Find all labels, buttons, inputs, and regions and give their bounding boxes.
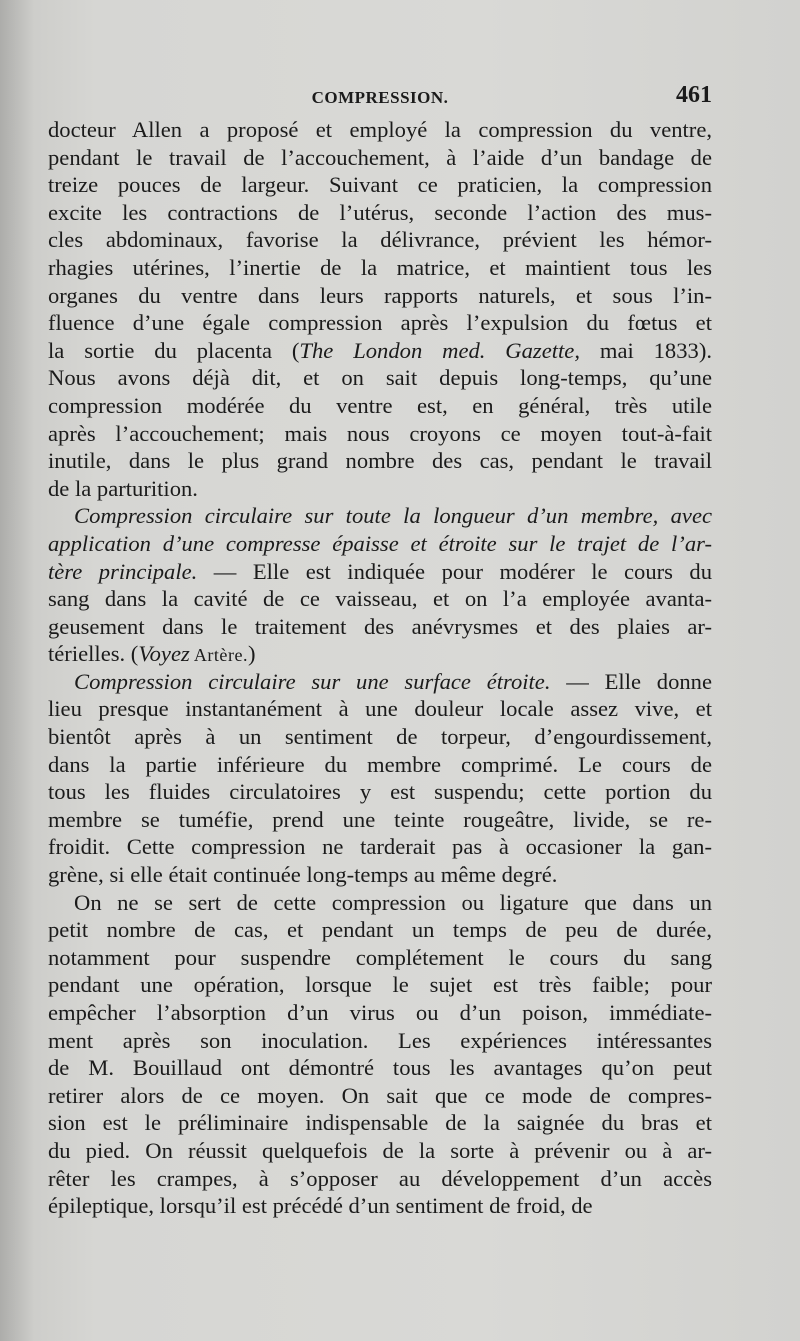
text-line: de la parturition. [48,475,198,501]
text-line: tous les fluides circulatoires y est suspendu; cette portion du [48,779,712,805]
text-line [48,558,712,586]
text-line: cles abdominaux, favorise la délivrance, prévient les hémor- [48,227,712,253]
text-fragment-italic: The London med. Gazette, [299,337,580,363]
binding-shadow [0,0,34,1341]
text-line: grène, si elle était continuée long-temps au même degré. [48,862,558,888]
text-fragment-italic: tère principale. [48,558,198,584]
text-line: du pied. On réussit quelquefois de la sorte à prévenir ou à ar- [48,1137,712,1163]
text-fragment-italic: application d’une compresse épaisse et étroite sur le trajet de l’ar- [48,530,712,556]
text-line [48,502,712,530]
page-number: 461 [676,82,712,108]
text-line: lieu presque instantanément à une douleur locale assez vive, et [48,696,712,722]
text-line: Nous avons déjà dit, et on sait depuis long-temps, qu’une [48,365,712,391]
text-line: épileptique, lorsqu’il est précédé d’un sentiment de froid, de [48,1193,593,1219]
text-line [48,640,712,668]
text-line: froidit. Cette compression ne tarderait pas à occasioner la gan- [48,834,712,860]
text-line: pendant une opération, lorsque le sujet est très faible; pour [48,972,712,998]
text-line: membre se tuméfie, prend une teinte rougeâtre, livide, se re- [48,806,712,832]
text-line: petit nombre de cas, et pendant un temps de peu de durée, [48,917,712,943]
text-line: empêcher l’absorption d’un virus ou d’un poison, immédiate- [48,1000,712,1025]
text-fragment-after: — Elle est indiquée pour modérer le cours du [197,558,713,584]
text-line: fluence d’une égale compression après l’expulsion du fœtus et [48,310,712,336]
text-fragment-after: ) [248,641,256,667]
text-line: organes du ventre dans leurs rapports naturels, et sous l’in- [48,282,712,308]
text-line: dans la partie inférieure du membre comprimé. Le cours de [48,751,712,777]
text-fragment-italic: Compression circulaire sur une surface étroite. [74,668,551,694]
text-fragment-after: mai 1833). [579,337,712,363]
text-line: compression modérée du ventre est, en général, très utile [48,392,712,418]
text-line: bientôt après à un sentiment de torpeur, d’engourdissement, [48,724,712,750]
text-fragment-before: térielles. ( [48,641,139,667]
text-line: de M. Bouillaud ont démontré tous les avantages qu’on peut [48,1055,712,1081]
text-line: ment après son inoculation. Les expériences intéressantes [48,1027,712,1053]
text-line: pendant le travail de l’accouchement, à l’aide d’un bandage de [48,144,712,170]
text-line: On ne se sert de cette compression ou ligature que dans un [74,889,712,915]
text-fragment-smallcaps: Artère. [189,645,249,666]
text-line: docteur Allen a proposé et employé la compression du ventre, [48,117,712,142]
text-line: rhagies utérines, l’inertie de la matrice, et maintient tous les [48,254,712,280]
text-fragment-italic: Compression circulaire sur toute la longueur d’un membre, avec [74,503,712,529]
text-fragment-italic: Voyez [138,641,190,667]
body-text [48,116,712,1220]
text-line [48,668,712,696]
text-line: geusement dans le traitement des anévrysmes et des plaies ar- [48,613,712,639]
text-line: sang dans la cavité de ce vaisseau, et on l’a employée avanta- [48,586,712,612]
text-line [48,337,712,365]
text-fragment-before: la sortie du placenta ( [48,337,300,363]
text-line: excite les contractions de l’utérus, seconde l’action des mus- [48,199,712,225]
text-line: treize pouces de largeur. Suivant ce praticien, la compression [48,172,712,198]
text-line [48,530,712,558]
page-header [48,82,712,116]
text-line: rêter les crampes, à s’opposer au développement d’un accès [48,1165,712,1191]
text-line: retirer alors de ce moyen. On sait que ce mode de compres- [48,1082,712,1108]
text-line: sion est le préliminaire indispensable de la saignée du bras et [48,1110,712,1136]
text-line: notamment pour suspendre complétement le cours du sang [48,944,712,970]
text-fragment-after: — Elle donne [550,668,713,694]
text-line: inutile, dans le plus grand nombre des cas, pendant le travail [48,448,712,474]
text-line: après l’accouchement; mais nous croyons ce moyen tout-à-fait [48,420,712,446]
running-title: COMPRESSION. [311,88,449,107]
